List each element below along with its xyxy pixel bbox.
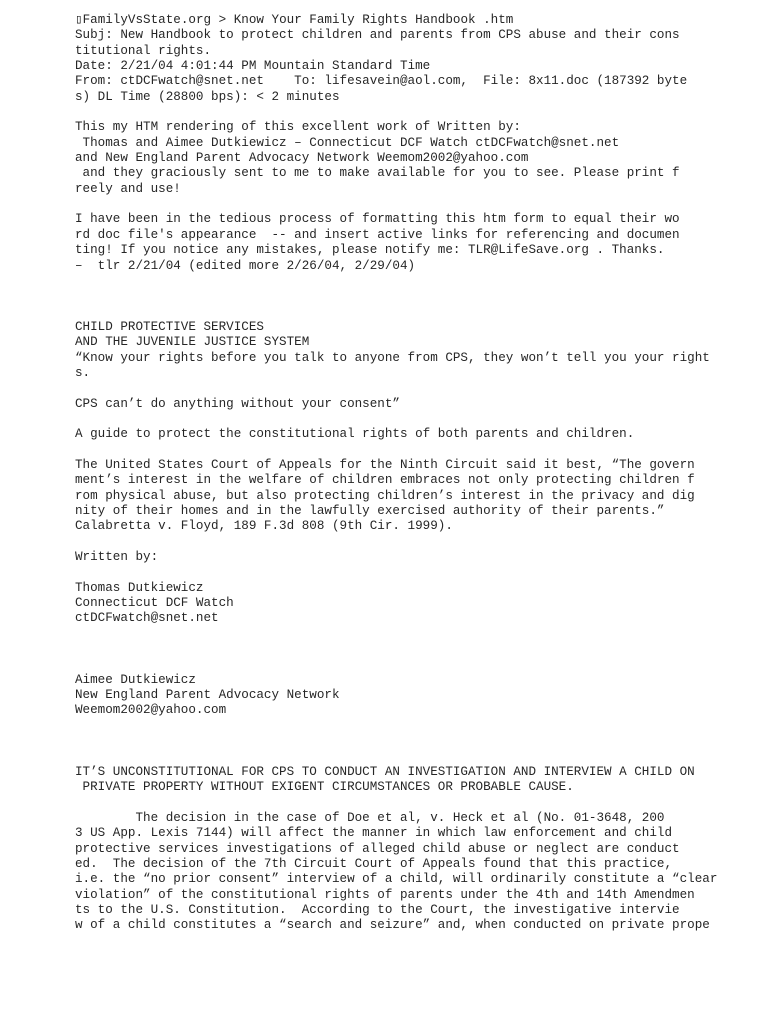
document-line: PRIVATE PROPERTY WITHOUT EXIGENT CIRCUMSTANCES OR PROBABLE CAUSE.: [75, 780, 574, 795]
document-line: Subj: New Handbook to protect children and parents from CPS abuse and their cons: [75, 28, 680, 43]
document-line: AND THE JUVENILE JUSTICE SYSTEM: [75, 335, 310, 350]
document-line: reely and use!: [75, 181, 181, 196]
document-body: [75, 13, 735, 934]
document-line: The United States Court of Appeals for the Ninth Circuit said it best, “The govern: [75, 457, 695, 472]
document-line: [75, 627, 735, 642]
document-line: CPS can’t do anything without your consent”: [75, 396, 400, 411]
document-line: [75, 197, 735, 212]
document-line: ts to the U.S. Constitution. According to the Court, the investigative intervie: [75, 902, 680, 917]
document-line: Calabretta v. Floyd, 189 F.3d 808 (9th Cir. 1999).: [75, 519, 453, 534]
document-line: [75, 105, 735, 120]
document-line: [75, 657, 735, 672]
document-line: [75, 274, 735, 289]
document-line: ment’s interest in the welfare of children embraces not only protecting children f: [75, 473, 695, 488]
document-line: [75, 565, 735, 580]
document-line: “Know your rights before you talk to anyone from CPS, they won’t tell you your right: [75, 350, 710, 365]
document-line: rd doc file's appearance -- and insert active links for referencing and documen: [75, 227, 680, 242]
document-line: and New England Parent Advocacy Network Weemom2002@yahoo.com: [75, 151, 529, 166]
document-line: [75, 734, 735, 749]
document-line: ed. The decision of the 7th Circuit Court of Appeals found that this practice,: [75, 856, 673, 871]
document-line: I have been in the tedious process of formatting this htm form to equal their wo: [75, 212, 680, 227]
document-line: rom physical abuse, but also protecting children’s interest in the privacy and dig: [75, 488, 695, 503]
document-line: A guide to protect the constitutional rights of both parents and children.: [75, 427, 635, 442]
document-line: [75, 750, 735, 765]
document-line: s) DL Time (28800 bps): < 2 minutes: [75, 89, 340, 104]
document-line: [75, 642, 735, 657]
document-line: [75, 535, 735, 550]
document-line: Aimee Dutkiewicz: [75, 672, 196, 687]
document-line: IT’S UNCONSTITUTIONAL FOR CPS TO CONDUCT AN INVESTIGATION AND INTERVIEW A CHILD ON: [75, 764, 695, 779]
document-line: nity of their homes and in the lawfully exercised authority of their parents.”: [75, 504, 665, 518]
document-line: s.: [75, 365, 91, 380]
document-line: w of a child constitutes a “search and seizure” and, when conducted on private prope: [75, 918, 710, 933]
document-line: [75, 443, 735, 458]
document-line: [75, 796, 735, 811]
document-line: Date: 2/21/04 4:01:44 PM Mountain Standard Time: [75, 59, 431, 74]
document-line: [75, 381, 735, 396]
document-line: Written by:: [75, 550, 159, 565]
document-line: [75, 719, 735, 734]
document-line: and they graciously sent to me to make available for you to see. Please print f: [75, 166, 680, 181]
document-line: [75, 412, 735, 427]
document-line: Weemom2002@yahoo.com: [75, 703, 227, 718]
document-line: protective services investigations of alleged child abuse or neglect are conduct: [75, 841, 680, 856]
document-line: i.e. the “no prior consent” interview of a child, will ordinarily constitute a “clear: [75, 872, 718, 887]
document-line: New England Parent Advocacy Network: [75, 688, 340, 703]
document-line: Thomas Dutkiewicz: [75, 580, 204, 595]
document-line: violation” of the constitutional rights of parents under the 4th and 14th Amendmen: [75, 887, 695, 902]
document-line: Thomas and Aimee Dutkiewicz – Connecticut DCF Watch ctDCFwatch@snet.net: [75, 135, 620, 150]
document-line: This my HTM rendering of this excellent work of Written by:: [75, 120, 521, 135]
document-line: 3 US App. Lexis 7144) will affect the manner in which law enforcement and child: [75, 826, 673, 841]
document-line: ctDCFwatch@snet.net: [75, 611, 219, 626]
document-line: ting! If you notice any mistakes, please notify me: TLR@LifeSave.org . Thanks.: [75, 243, 665, 258]
document-line: [75, 289, 735, 304]
document-line: From: ctDCFwatch@snet.net To: lifesavein@aol.com, File: 8x11.doc (187392 byte: [75, 74, 688, 89]
document-line: [75, 305, 735, 320]
document-line: ▯FamilyVsState.org > Know Your Family Rights Handbook .htm: [75, 13, 514, 27]
document-line: titutional rights.: [75, 43, 212, 58]
document-line: CHILD PROTECTIVE SERVICES: [75, 319, 264, 334]
document-line: Connecticut DCF Watch: [75, 596, 234, 611]
document-line: – tlr 2/21/04 (edited more 2/26/04, 2/29/04): [75, 258, 416, 273]
document-line: The decision in the case of Doe et al, v. Heck et al (No. 01-3648, 200: [75, 810, 665, 825]
